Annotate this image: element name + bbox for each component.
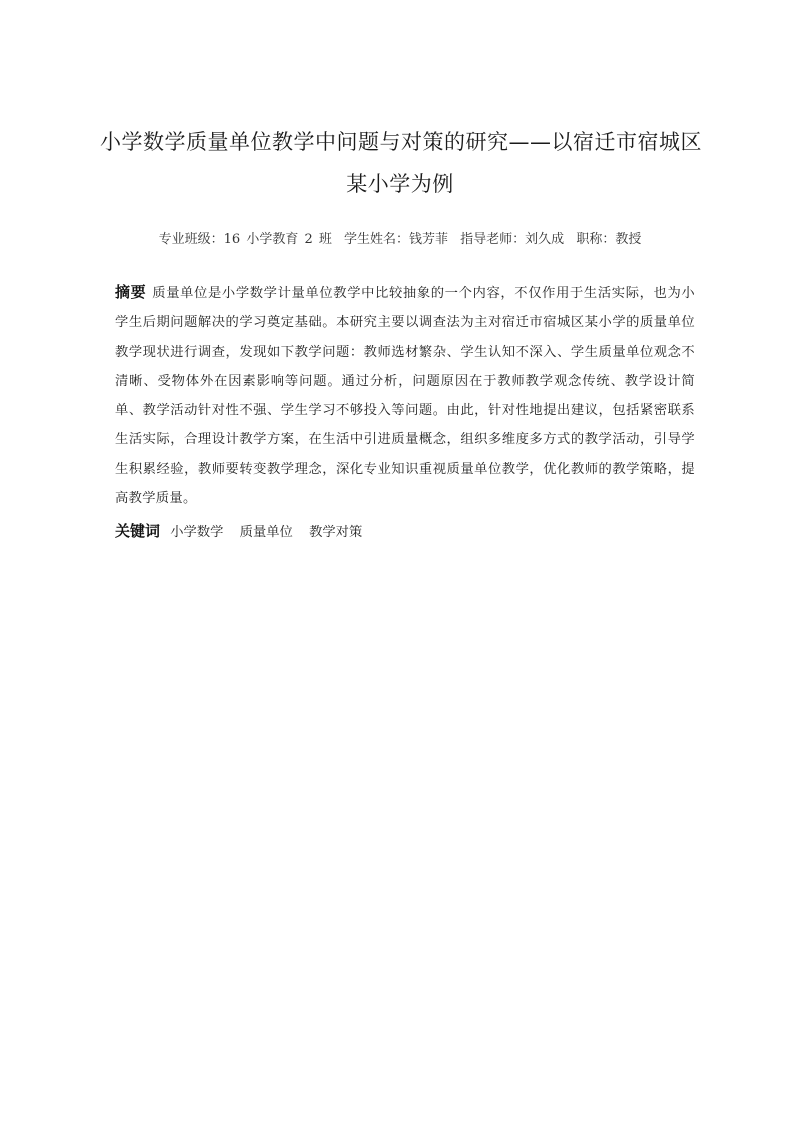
abstract-label: 摘要 xyxy=(115,283,147,301)
paper-title-line-2: 某小学为例 xyxy=(346,172,454,196)
abstract-section xyxy=(115,278,695,513)
keywords-section xyxy=(115,520,374,541)
keywords-label: 关键词 xyxy=(115,522,161,540)
paper-title-line-1: 小学数学质量单位教学中问题与对策的研究——以宿迁市宿城区 xyxy=(100,130,702,154)
keyword-item: 小学数学 xyxy=(170,525,224,540)
advisor-name: 指导老师：刘久成 xyxy=(460,232,565,247)
author-info xyxy=(80,228,720,247)
keyword-item: 质量单位 xyxy=(239,525,293,540)
keyword-item: 教学对策 xyxy=(309,525,363,540)
class-info: 专业班级：16 小学教育 2 班 xyxy=(158,232,332,247)
abstract-text: 质量单位是小学数学计量单位教学中比较抽象的一个内容，不仅作用于生活实际，也为小学生后期问题解决的学习奠定基础。本研究主要以调查法为主对宿迁市宿城区某小学的质量单位教学现状进行调查，发现如下教学问题：教师选材繁杂、学生认知不深入、学生质量单位观念不清晰、受物体外在因素影响等问题。通过分析，问题原因在于教师教学观念传统、教学设计简单、教学活动针对性不强、学生学习不够投入等问题。由此，针对性地提出建议，包括紧密联系生活实际，合理设计教学方案，在生活中引进质量概念，组织多维度多方式的教学活动，引导学生积累经验，教师要转变教学理念，深化专业知识重视质量单位教学，优化教师的教学策略，提高教学质量。 xyxy=(115,286,695,507)
advisor-rank: 职称：教授 xyxy=(576,232,642,247)
student-name: 学生姓名：钱芳菲 xyxy=(344,232,449,247)
